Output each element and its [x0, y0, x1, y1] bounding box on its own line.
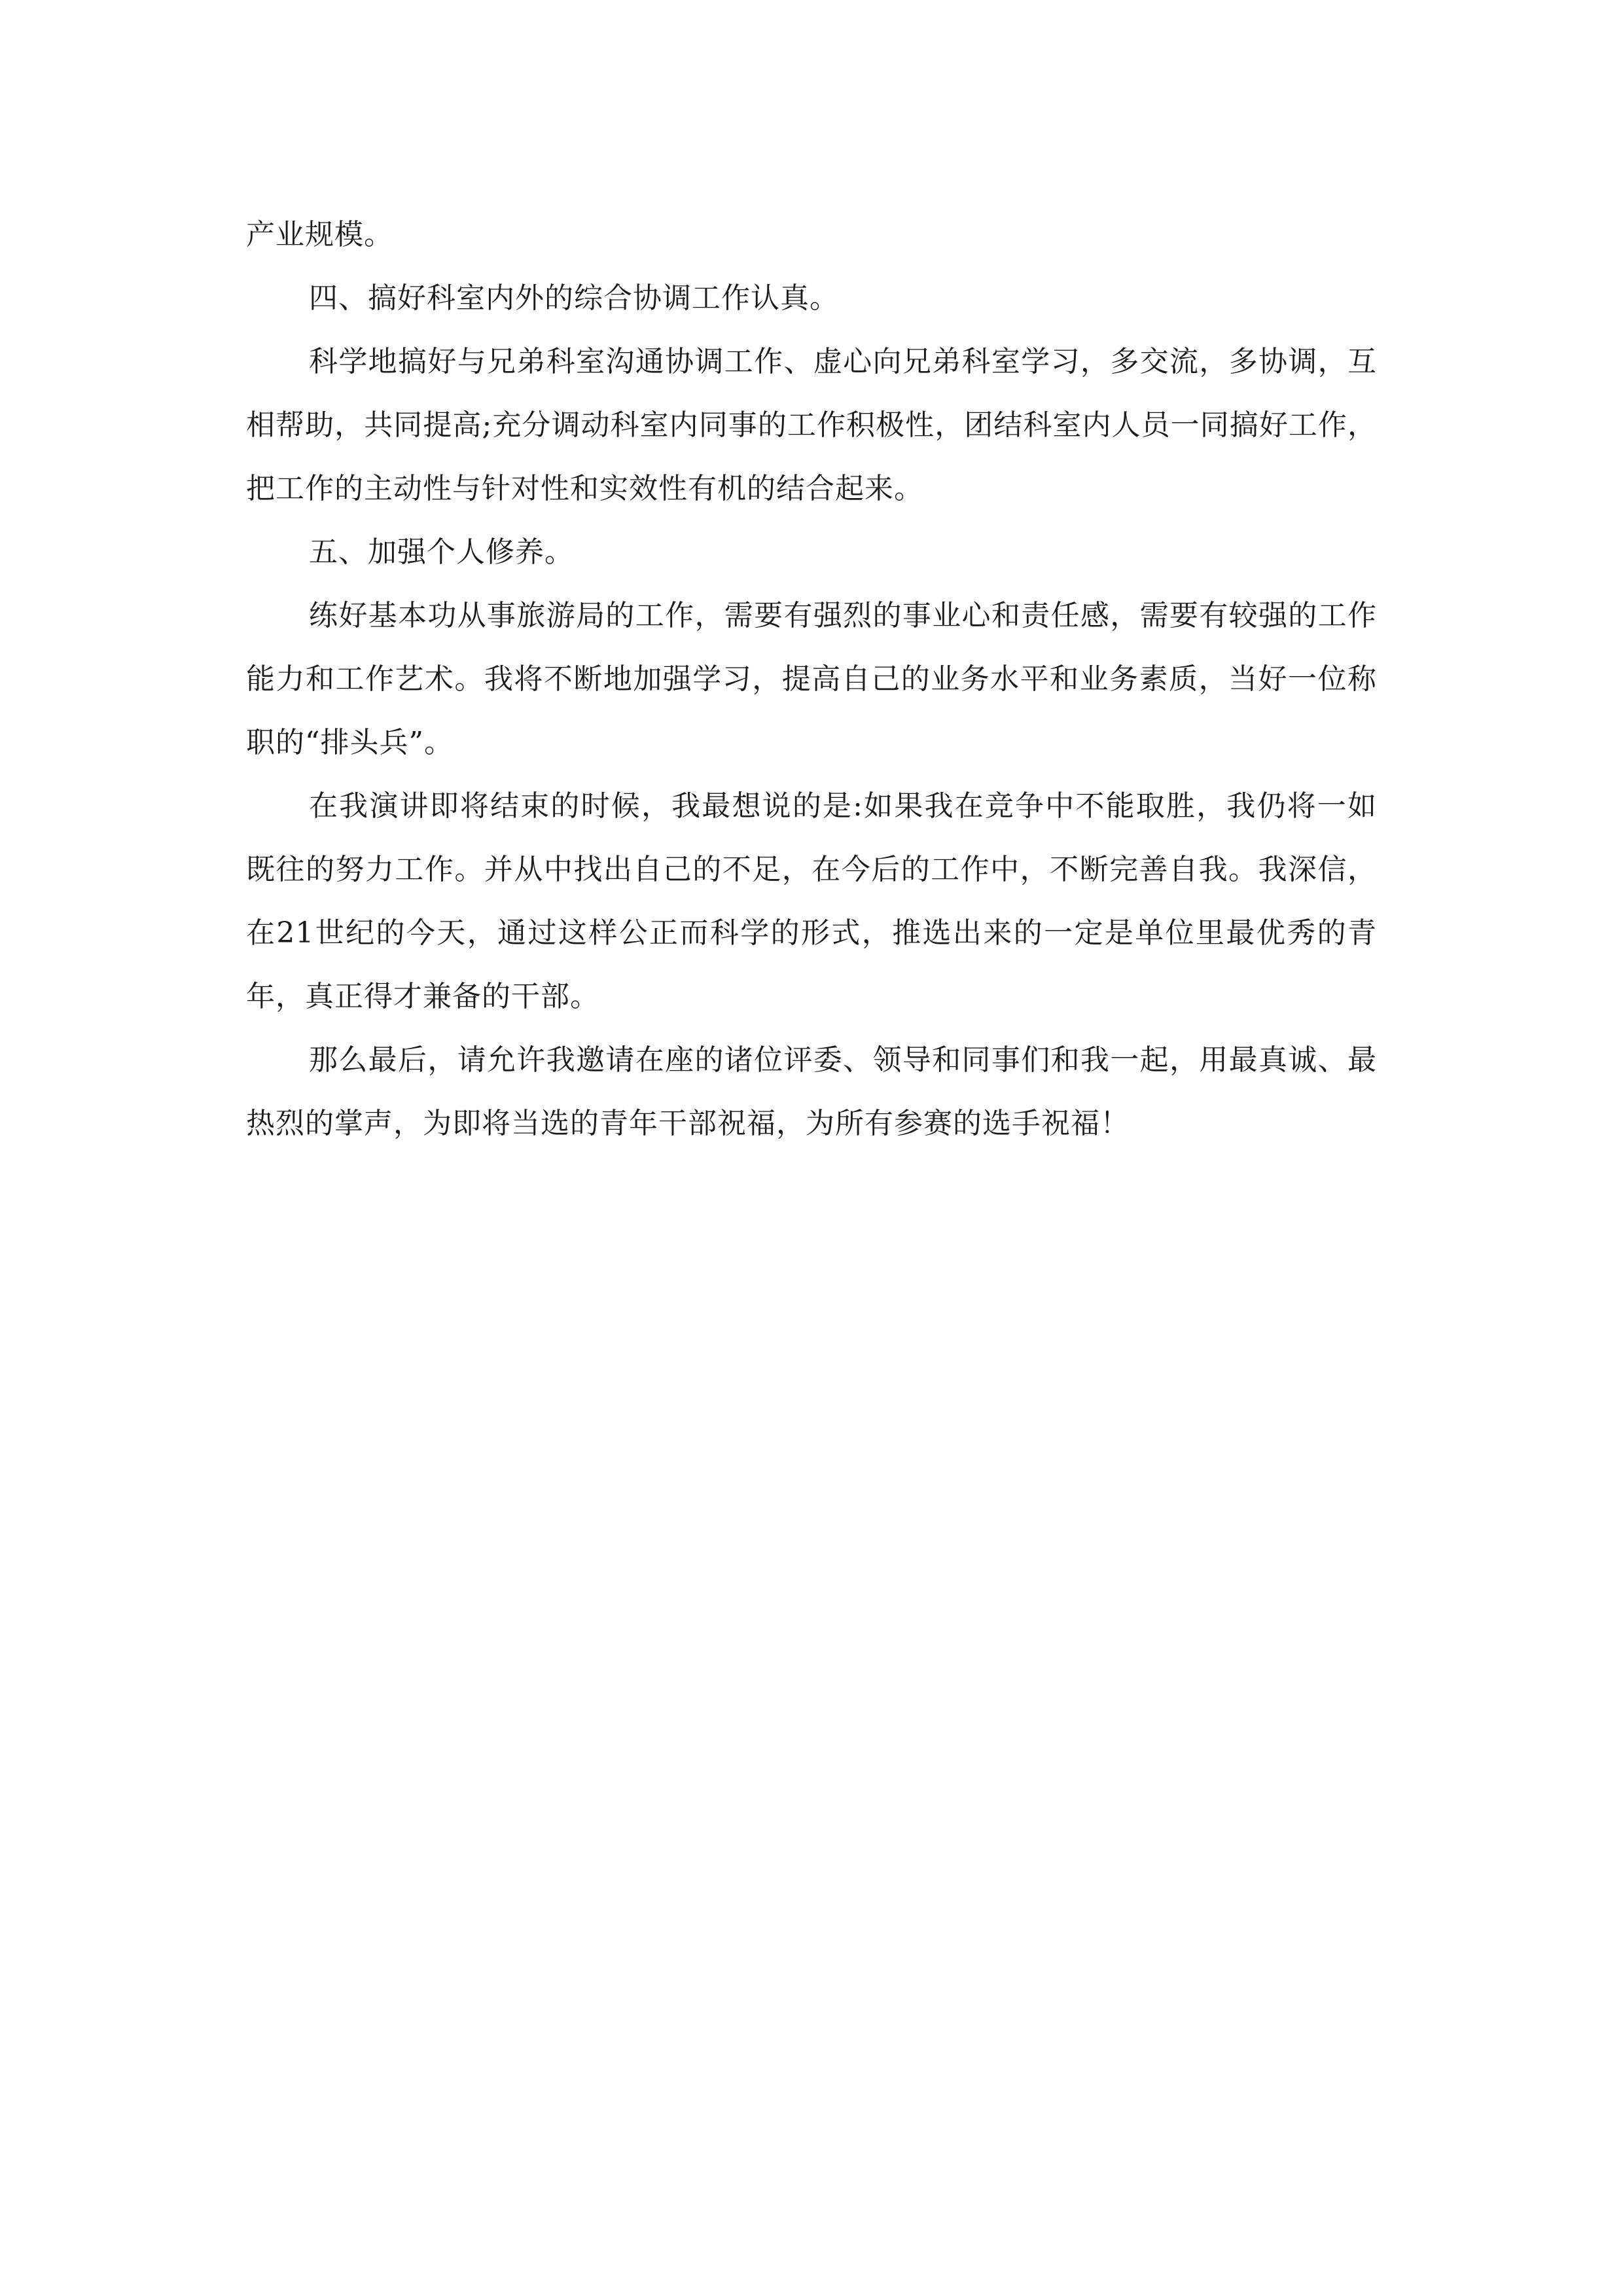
paragraph-self-cultivation: 练好基本功从事旅游局的工作，需要有强烈的事业心和责任感，需要有较强的工作能力和工作艺术。我将不断地加强学习，提高自己的业务水平和业务素质，当好一位称职的“排头兵”。	[246, 599, 1377, 759]
paragraph-final-blessing: 那么最后，请允许我邀请在座的诸位评委、领导和同事们和我一起，用最真诚、最热烈的掌声，为即将当选的青年干部祝福，为所有参赛的选手祝福！	[246, 1043, 1377, 1140]
section-heading-five: 五、加强个人修养。	[309, 535, 574, 569]
paragraph-continuation: 产业规模。	[246, 218, 393, 251]
paragraph-coordination: 科学地搞好与兄弟科室沟通协调工作、虚心向兄弟科室学习，多交流，多协调，互相帮助，共同提高;充分调动科室内同事的工作积极性，团结科室内人员一同搞好工作，把工作的主动性与针对性和实效性有机的结合起来。	[246, 345, 1377, 505]
section-heading-four: 四、搞好科室内外的综合协调工作认真。	[309, 281, 839, 315]
paragraph-closing-statement: 在我演讲即将结束的时候，我最想说的是:如果我在竞争中不能取胜，我仍将一如既往的努力工作。并从中找出自己的不足，在今后的工作中，不断完善自我。我深信，在21世纪的今天，通过这样公正而科学的形式，推选出来的一定是单位里最优秀的青年，真正得才兼备的干部。	[246, 789, 1377, 1013]
document-body	[246, 203, 1377, 1155]
